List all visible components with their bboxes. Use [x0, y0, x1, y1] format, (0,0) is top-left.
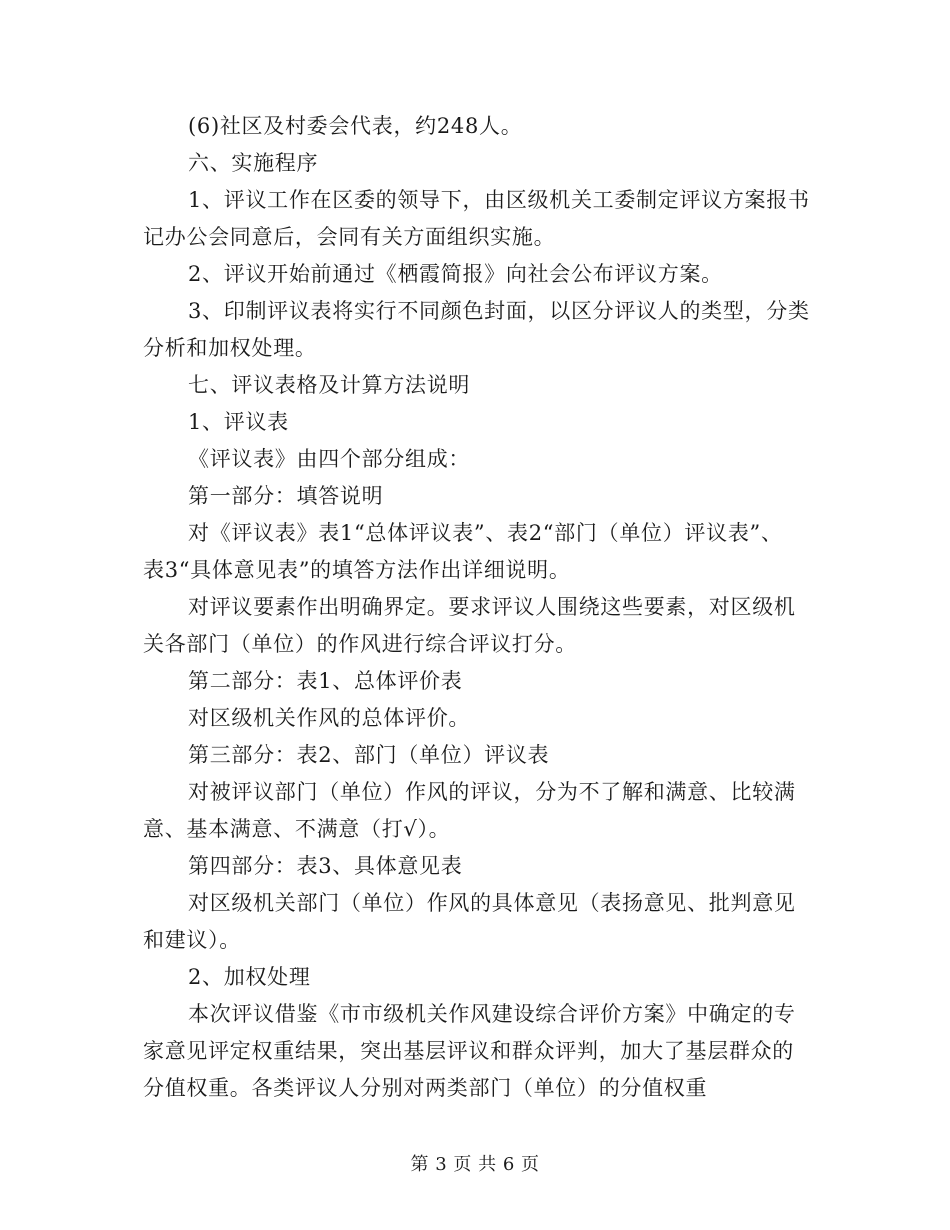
- section-heading: 六、实施程序: [188, 151, 319, 175]
- paragraph-line: 3、印制评议表将实行不同颜色封面，以区分评议人的类型，分类: [188, 299, 810, 323]
- paragraph-line: 对评议要素作出明确界定。要求评议人围绕这些要素，对区级机: [188, 595, 796, 619]
- subsection-heading: 2、加权处理: [188, 965, 311, 989]
- paragraph-line: 分析和加权处理。: [143, 336, 317, 360]
- paragraph-line: 对《评议表》表1“总体评议表”、表2“部门（单位）评议表”、: [188, 521, 783, 545]
- subsection-heading: 1、评议表: [188, 410, 289, 434]
- part-heading: 第一部分：填答说明: [188, 484, 384, 508]
- paragraph-line: 1、评议工作在区委的领导下，由区级机关工委制定评议方案报书: [188, 188, 810, 212]
- part-heading: 第四部分：表3、具体意见表: [188, 854, 463, 878]
- paragraph-line: 分值权重。各类评议人分别对两类部门（单位）的分值权重: [143, 1076, 708, 1100]
- paragraph-line: 和建议）。: [143, 928, 241, 952]
- paragraph-line: 记办公会同意后，会同有关方面组织实施。: [143, 225, 556, 249]
- paragraph-line: 表3“具体意见表”的填答方法作出详细说明。: [143, 558, 571, 582]
- paragraph-line: 关各部门（单位）的作风进行综合评议打分。: [143, 632, 577, 656]
- paragraph-line: 对区级机关部门（单位）作风的具体意见（表扬意见、批判意见: [188, 891, 796, 915]
- part-heading: 第三部分：表2、部门（单位）评议表: [188, 743, 550, 767]
- part-heading: 第二部分：表1、总体评价表: [188, 669, 463, 693]
- paragraph-line: (6)社区及村委会代表，约248人。: [188, 114, 523, 138]
- paragraph-line: 本次评议借鉴《市市级机关作风建设综合评价方案》中确定的专: [188, 1002, 796, 1026]
- paragraph-line: 意、基本满意、不满意（打√）。: [143, 817, 451, 841]
- paragraph-line: 家意见评定权重结果，突出基层评议和群众评判，加大了基层群众的: [143, 1039, 794, 1063]
- section-heading: 七、评议表格及计算方法说明: [188, 373, 471, 397]
- paragraph-line: 《评议表》由四个部分组成：: [188, 447, 471, 471]
- paragraph-line: 对区级机关作风的总体评价。: [188, 706, 471, 730]
- document-body: [0, 108, 950, 1107]
- paragraph-line: 2、评议开始前通过《栖霞简报》向社会公布评议方案。: [188, 262, 723, 286]
- page-number-footer: 第 3 页 共 6 页: [410, 1154, 540, 1175]
- paragraph-line: 对被评议部门（单位）作风的评议，分为不了解和满意、比较满: [188, 780, 796, 804]
